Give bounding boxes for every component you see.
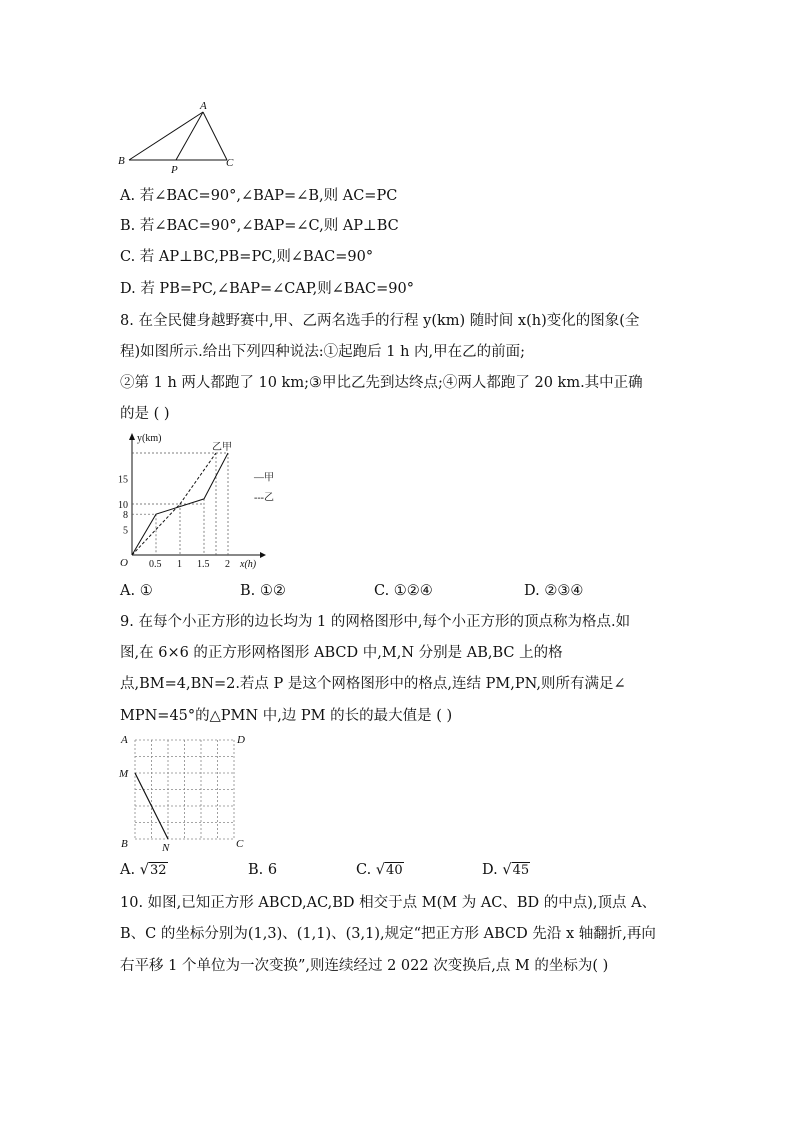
q8-options	[120, 581, 600, 601]
q9-line-4: MPN=45°的△PMN 中,边 PM 的长的最大值是 ( )	[120, 708, 453, 724]
label-a: A	[121, 734, 128, 746]
y-tick-label: 5	[123, 525, 128, 537]
x-axis-label: x(h)	[240, 559, 257, 570]
q10-line-1: 10. 如图,已知正方形 ABCD,AC,BD 相交于点 M(M 为 AC、BD 的中点),顶点 A、	[120, 895, 657, 911]
q9-option-a: A. √32	[120, 860, 168, 881]
label-d: D	[237, 734, 245, 746]
label-b: B	[121, 838, 128, 850]
label-c: C	[226, 157, 234, 169]
label-b: B	[118, 155, 125, 167]
sqrt-icon: √32	[139, 862, 167, 878]
series-end-labels: 乙甲	[212, 442, 232, 453]
q8-line-4: 的是 ( )	[120, 406, 170, 422]
q7-option-c: C. 若 AP⊥BC,PB=PC,则∠BAC=90°	[120, 249, 374, 265]
x-tick-label: 2	[225, 559, 230, 570]
y-axis-arrow-icon	[129, 433, 135, 440]
legend-yi: ---乙	[254, 492, 274, 504]
x-tick-label: 1.5	[197, 559, 210, 570]
origin-label: O	[120, 557, 128, 569]
q8-option-c: C. ①②④	[374, 583, 433, 599]
q8-option-b: B. ①②	[240, 583, 286, 599]
q9-grid-figure	[118, 730, 258, 855]
q9-option-b: B. 6	[248, 862, 278, 878]
q10-line-3: 右平移 1 个单位为一次变换”,则连续经过 2 022 次变换后,点 M 的坐标为( )	[120, 958, 609, 974]
label-m: M	[119, 768, 129, 780]
q8-distance-time-chart	[118, 430, 288, 575]
q7-option-d: D. 若 PB=PC,∠BAP=∠CAP,则∠BAC=90°	[120, 281, 414, 297]
label-n: N	[162, 842, 170, 854]
label-p: P	[171, 164, 178, 176]
y-axis-label: y(km)	[137, 433, 162, 444]
q8-line-3: ②第 1 h 两人都跑了 10 km;③甲比乙先到达终点;④两人都跑了 20 km.其中正确	[120, 375, 643, 391]
q8-line-1: 8. 在全民健身越野赛中,甲、乙两名选手的行程 y(km) 随时间 x(h)变化的图象(全	[120, 313, 640, 329]
y-tick-label: 10	[118, 500, 128, 511]
x-axis-arrow-icon	[260, 552, 266, 558]
q9-option-c: C. √40	[356, 860, 404, 881]
q8-line-2: 程)如图所示.给出下列四种说法:①起跑后 1 h 内,甲在乙的前面;	[120, 344, 526, 360]
label-c: C	[236, 838, 244, 850]
sqrt-icon: √45	[502, 862, 530, 878]
label-a: A	[200, 100, 207, 112]
sqrt-icon: √40	[375, 862, 403, 878]
q9-option-d: D. √45	[482, 860, 530, 881]
q10-line-2: B、C 的坐标分别为(1,3)、(1,1)、(3,1),规定“把正方形 ABCD 先沿 x 轴翻折,再向	[120, 926, 656, 942]
q7-option-a: A. 若∠BAC=90°,∠BAP=∠B,则 AC=PC	[120, 188, 398, 204]
x-tick-label: 1	[177, 559, 182, 570]
legend-jia: —甲	[254, 472, 274, 484]
q9-line-1: 9. 在每个小正方形的边长均为 1 的网格图形中,每个小正方形的顶点称为格点.如	[120, 614, 631, 630]
y-tick-label: 15	[118, 474, 128, 486]
q9-options	[120, 860, 600, 882]
x-tick-label: 0.5	[149, 559, 162, 570]
triangle-figure	[118, 100, 248, 180]
q9-line-3: 点,BM=4,BN=2.若点 P 是这个网格图形中的格点,连结 PM,PN,则所有满足∠	[120, 676, 626, 692]
y-tick-label: 8	[123, 510, 128, 522]
q8-option-d: D. ②③④	[524, 583, 584, 599]
q8-option-a: A. ①	[120, 583, 153, 599]
q9-line-2: 图,在 6×6 的正方形网格图形 ABCD 中,M,N 分别是 AB,BC 上的格	[120, 645, 563, 661]
q7-option-b: B. 若∠BAC=90°,∠BAP=∠C,则 AP⊥BC	[120, 218, 399, 234]
